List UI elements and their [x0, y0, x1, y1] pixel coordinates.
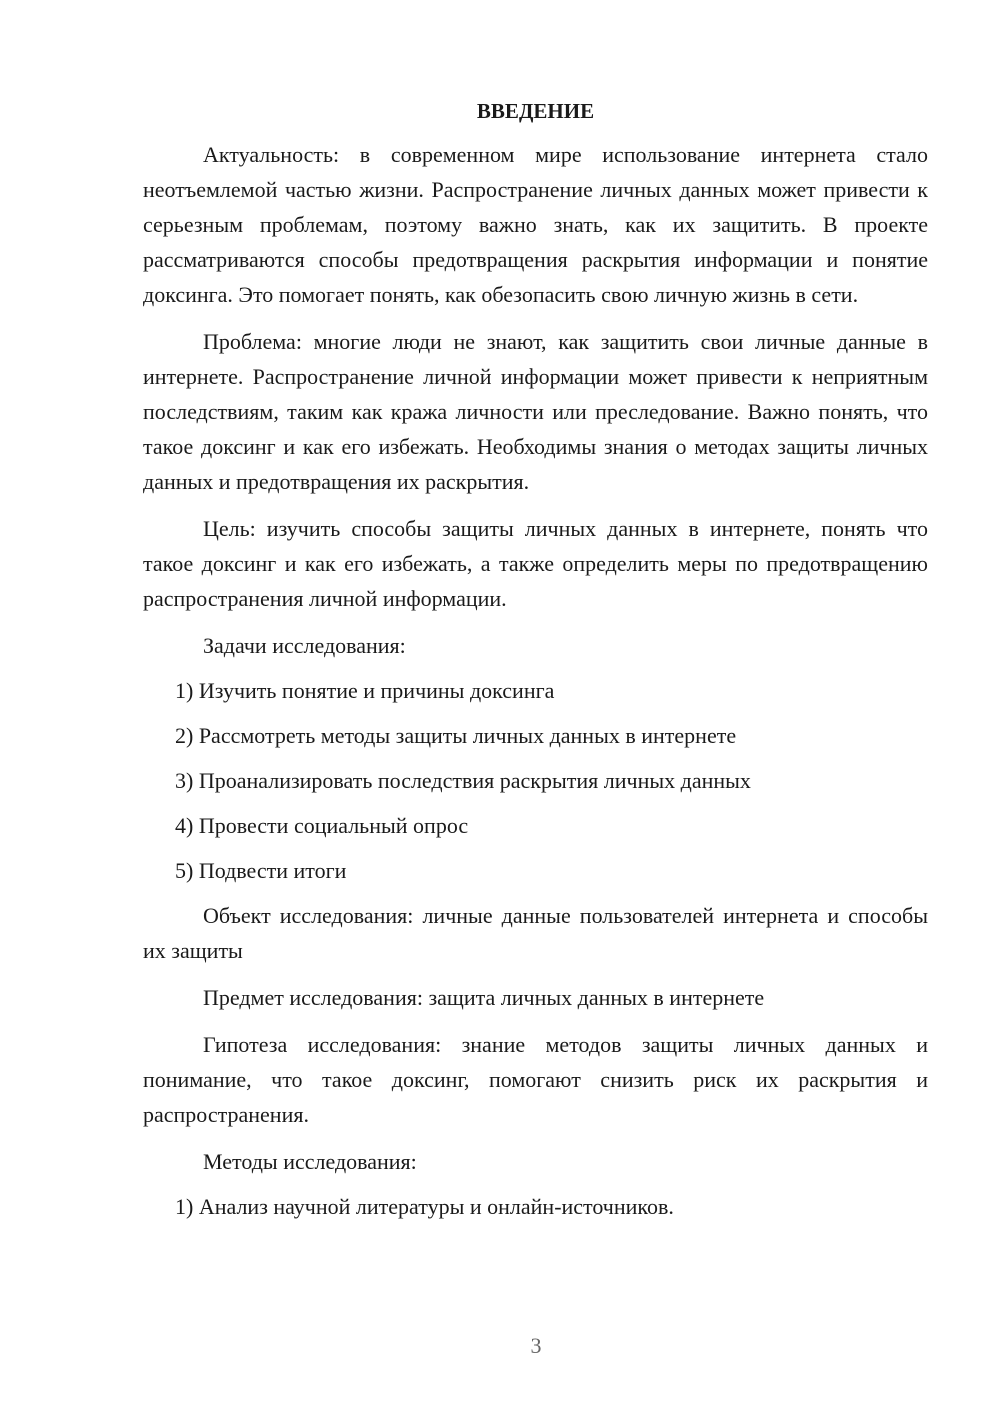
task-item-4: 4) Провести социальный опрос	[175, 813, 469, 838]
task-item-1: 1) Изучить понятие и причины доксинга	[175, 678, 555, 703]
problem-paragraph: Проблема: многие люди не знают, как защитить свои личные данные в интернете. Распространение личной информации может привести к неприятным последствиям, таким как кража личности или преследование. Важно понять, что такое доксинг и как его избежать. Необходимы знания о методах защиты личных данных и предотвращения их раскрытия.	[143, 329, 928, 494]
task-item-2: 2) Рассмотреть методы защиты личных данных в интернете	[175, 723, 737, 748]
page-number: 3	[530, 1333, 542, 1358]
subject-paragraph: Предмет исследования: защита личных данных в интернете	[203, 985, 765, 1010]
methods-title: Методы исследования:	[203, 1149, 417, 1174]
object-paragraph: Объект исследования: личные данные пользователей интернета и способы их защиты	[143, 903, 928, 963]
relevance-paragraph: Актуальность: в современном мире использование интернета стало неотъемлемой частью жизни. Распространение личных данных может привести к серьезным проблемам, поэтому важно знать, как их защитить. В проекте рассматриваются способы предотвращения раскрытия информации и понятие доксинга. Это помогает понять, как обезопасить свою личную жизнь в сети.	[143, 142, 928, 307]
document-body	[143, 96, 928, 1234]
tasks-title: Задачи исследования:	[203, 633, 406, 658]
goal-paragraph: Цель: изучить способы защиты личных данных в интернете, понять что такое доксинг и как его избежать, а также определить меры по предотвращению распространения личной информации.	[143, 516, 928, 611]
method-item-1: 1) Анализ научной литературы и онлайн-источников.	[175, 1194, 674, 1219]
hypothesis-paragraph: Гипотеза исследования: знание методов защиты личных данных и понимание, что такое доксинг, помогают снизить риск их раскрытия и распространения.	[143, 1032, 928, 1127]
section-heading: ВВЕДЕНИЕ	[476, 99, 595, 123]
task-item-5: 5) Подвести итоги	[175, 858, 347, 883]
task-item-3: 3) Проанализировать последствия раскрытия личных данных	[175, 768, 751, 793]
